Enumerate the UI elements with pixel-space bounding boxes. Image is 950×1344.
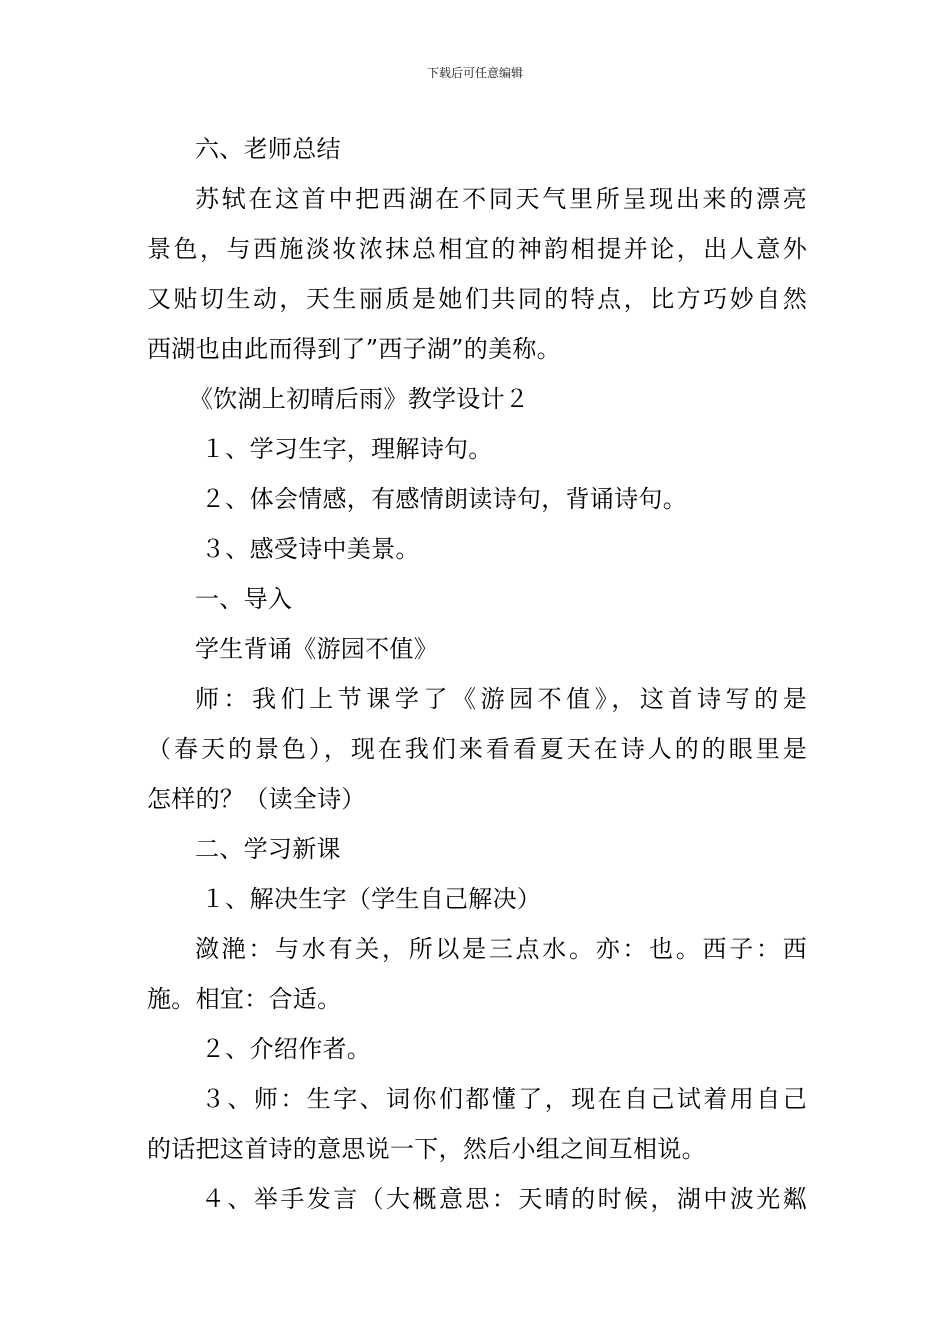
list-item: ３、感受诗中美景。 xyxy=(201,535,420,563)
list-item: １、解决生字（学生自己解决） xyxy=(201,885,542,913)
section-heading: 一、导入 xyxy=(195,585,293,613)
paragraph-line: 苏轼在这首中把西湖在不同天气里所呈现出来的漂亮 xyxy=(195,185,807,213)
page-header: 下载后可任意编辑 xyxy=(426,66,523,80)
section-heading: 六、老师总结 xyxy=(195,135,341,163)
paragraph-line: 又贴切生动，天生丽质是她们共同的特点，比方巧妙自然 xyxy=(147,285,807,313)
paragraph-line: 潋滟：与水有关，所以是三点水。亦：也。西子：西 xyxy=(195,935,807,963)
document-title: 《饮湖上初晴后雨》教学设计２ xyxy=(189,385,530,413)
paragraph-line: （春天的景色），现在我们来看看夏天在诗人的的眼里是 xyxy=(147,735,807,763)
paragraph-line: 学生背诵《游园不值》 xyxy=(195,635,438,663)
paragraph-line: 的话把这首诗的意思说一下，然后小组之间互相说。 xyxy=(147,1135,706,1163)
paragraph-line: 师：我们上节课学了《游园不值》，这首诗写的是 xyxy=(195,685,807,713)
paragraph-line: 景色，与西施淡妆浓抹总相宜的神韵相提并论，出人意外 xyxy=(147,235,807,263)
section-heading: 二、学习新课 xyxy=(195,835,341,863)
list-item: ２、体会情感，有感情朗读诗句，背诵诗句。 xyxy=(201,485,687,513)
list-item: ３、师：生字、词你们都懂了，现在自己试着用自己 xyxy=(201,1085,807,1113)
list-item: ２、介绍作者。 xyxy=(201,1035,372,1063)
paragraph-line: 怎样的？（读全诗） xyxy=(147,785,366,813)
list-item: １、学习生字，理解诗句。 xyxy=(201,435,493,463)
list-item: ４、举手发言（大概意思：天晴的时候，湖中波光粼 xyxy=(201,1185,807,1213)
paragraph-line: 西湖也由此而得到了”西子湖”的美称。 xyxy=(147,335,561,363)
paragraph-line: 施。相宜：合适。 xyxy=(147,985,342,1013)
